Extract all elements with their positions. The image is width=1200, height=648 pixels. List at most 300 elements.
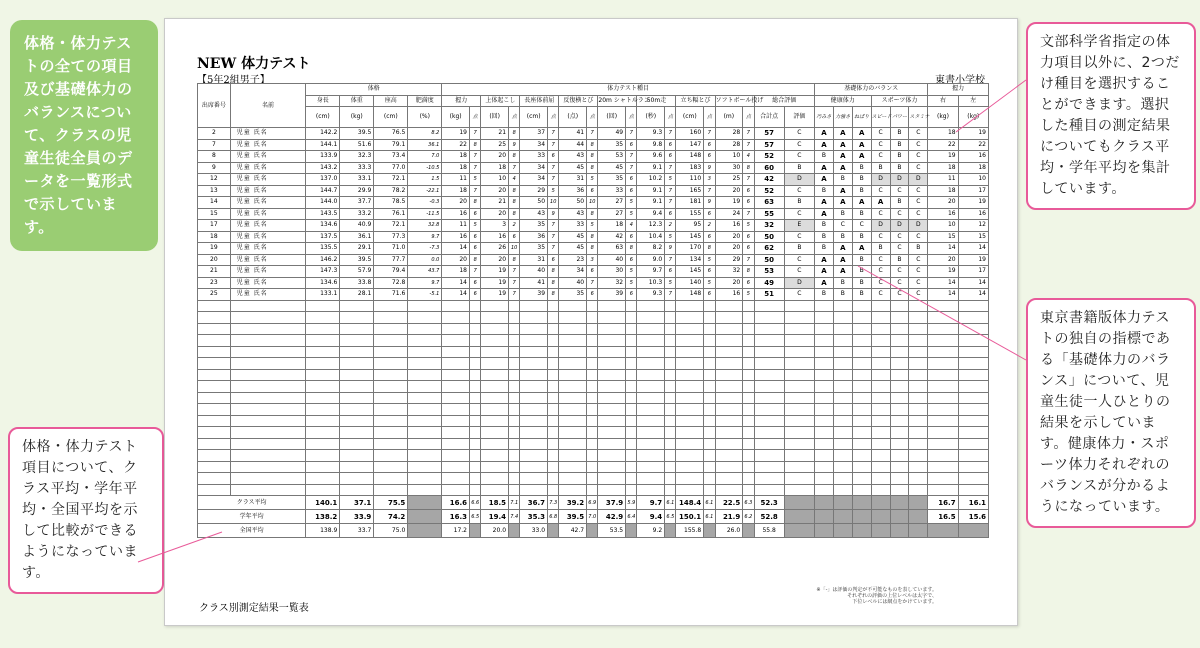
overall-grade: C (784, 231, 814, 243)
test-point: 6 (470, 289, 481, 301)
test-point: 7 (665, 128, 676, 140)
test-value: 9.3 (637, 289, 665, 301)
student-name: 児童 氏名 (230, 289, 306, 301)
balance-grade: C (852, 220, 871, 232)
balance-grade: A (852, 128, 871, 140)
grip-value: 20 (928, 254, 958, 266)
test-point: 6 (626, 185, 637, 197)
test-point: 7 (626, 162, 637, 174)
header-test-item: 握力 (442, 95, 481, 107)
grip-value: 19 (958, 128, 988, 140)
test-point: 10 (587, 197, 598, 209)
balance-grade: B (815, 220, 834, 232)
test-point: 7 (743, 254, 754, 266)
balance-grade: B (890, 197, 909, 209)
test-point: 8 (626, 243, 637, 255)
balance-grade: C (871, 277, 890, 289)
test-value: 12.3 (637, 220, 665, 232)
student-name: 児童 氏名 (230, 197, 306, 209)
average-point: 6.5 (665, 510, 676, 524)
average-body: 74.2 (374, 510, 408, 524)
test-value: 22 (442, 139, 470, 151)
balance-grade: C (909, 185, 928, 197)
test-value: 9.1 (637, 185, 665, 197)
header-unit: (cm) (374, 107, 408, 128)
test-point: 7 (743, 139, 754, 151)
balance-grade: A (833, 254, 852, 266)
test-value: 33 (598, 185, 626, 197)
average-point: 6.1 (704, 510, 715, 524)
test-value: 30 (598, 266, 626, 278)
body-value: 9.7 (408, 231, 442, 243)
header-body-item: 体重 (340, 95, 374, 107)
header-unit: (cm) (520, 107, 548, 128)
total-score: 52 (754, 185, 784, 197)
test-point: 7 (470, 185, 481, 197)
average-point: 6.2 (743, 510, 754, 524)
body-value: 144.1 (306, 139, 340, 151)
test-value: 31 (520, 254, 548, 266)
total-score: 57 (754, 139, 784, 151)
balance-grade: B (852, 185, 871, 197)
student-id: 18 (198, 231, 231, 243)
test-value: 35 (520, 220, 548, 232)
test-value: 37 (520, 128, 548, 140)
average-point: 6.3 (743, 496, 754, 510)
test-point: 7 (470, 266, 481, 278)
body-value: 137.5 (306, 231, 340, 243)
header-health: 健康体力 (815, 95, 872, 107)
grip-value: 14 (928, 289, 958, 301)
test-point: 6 (587, 266, 598, 278)
overall-grade: C (784, 254, 814, 266)
callout-class-data: 体格・体力テストの全ての項目及び基礎体力のバランスについて、クラスの児童生徒全員のデータを一覧形式で示しています。 (10, 20, 158, 251)
header-test-group: 体力テスト種目 (442, 84, 815, 96)
total-score: 50 (754, 231, 784, 243)
test-value: 35 (559, 289, 587, 301)
test-value: 20 (442, 197, 470, 209)
balance-grade: C (909, 128, 928, 140)
callout-averages: 体格・体力テスト項目について、クラス平均・学年平均・全国平均を示して比較ができるようになっています。 (8, 427, 164, 594)
header-body-item: 座高 (374, 95, 408, 107)
header-health-sub: 力強さ (833, 107, 852, 128)
test-point: 6 (626, 231, 637, 243)
test-value: 155 (676, 208, 704, 220)
test-value: 41 (520, 277, 548, 289)
balance-grade: C (909, 151, 928, 163)
test-point: 6 (509, 231, 520, 243)
balance-grade: C (909, 266, 928, 278)
balance-grade: B (871, 162, 890, 174)
test-point: 6 (470, 231, 481, 243)
balance-grade: A (815, 208, 834, 220)
test-point: 8 (509, 128, 520, 140)
test-point: 6 (626, 289, 637, 301)
test-value: 10.2 (637, 174, 665, 186)
test-value: 20 (715, 231, 743, 243)
body-value: 39.5 (340, 254, 374, 266)
grip-value: 11 (928, 174, 958, 186)
test-point: 7 (743, 208, 754, 220)
leader-averages (138, 532, 222, 562)
test-value: 34 (520, 174, 548, 186)
test-value: 34 (520, 139, 548, 151)
test-point: 5 (665, 277, 676, 289)
test-value: 19 (715, 197, 743, 209)
test-value: 20 (481, 185, 509, 197)
test-point: 7 (665, 162, 676, 174)
balance-grade: B (890, 254, 909, 266)
test-point: 8 (548, 289, 559, 301)
test-value: 110 (676, 174, 704, 186)
test-point: 4 (743, 151, 754, 163)
test-point: 7 (509, 266, 520, 278)
average-test: 42.9 (598, 510, 626, 524)
balance-grade: B (890, 128, 909, 140)
grip-value: 17 (958, 266, 988, 278)
test-value: 29 (520, 185, 548, 197)
balance-grade: A (871, 197, 890, 209)
test-value: 19 (481, 277, 509, 289)
test-value: 21 (481, 197, 509, 209)
grip-value: 22 (958, 139, 988, 151)
test-point: 8 (587, 208, 598, 220)
test-point: 5 (626, 208, 637, 220)
student-id: 21 (198, 266, 231, 278)
average-test: 9.2 (637, 524, 665, 538)
body-value: 143.5 (306, 208, 340, 220)
header-body-group: 体格 (306, 84, 442, 96)
average-total: 55.8 (754, 524, 784, 538)
body-value: 7.0 (408, 151, 442, 163)
balance-grade: B (815, 289, 834, 301)
test-point: 7 (548, 162, 559, 174)
overall-grade: D (784, 277, 814, 289)
balance-grade: D (871, 220, 890, 232)
total-score: 50 (754, 254, 784, 266)
test-value: 10 (481, 174, 509, 186)
average-test: 20.0 (481, 524, 509, 538)
grip-value: 20 (928, 197, 958, 209)
test-value: 18 (442, 266, 470, 278)
balance-grade: C (833, 220, 852, 232)
test-value: 42 (598, 231, 626, 243)
header-test-item: 反復横とび (559, 95, 598, 107)
test-point: 4 (509, 174, 520, 186)
header-unit: (点) (559, 107, 587, 128)
header-health-sub: 巧みさ (815, 107, 834, 128)
balance-grade: A (852, 151, 871, 163)
student-name: 児童 氏名 (230, 254, 306, 266)
test-point: 8 (587, 231, 598, 243)
header-grip-item: 右 (928, 95, 958, 107)
test-value: 20 (715, 277, 743, 289)
balance-grade: A (815, 162, 834, 174)
test-value: 14 (442, 277, 470, 289)
grip-value: 18 (928, 185, 958, 197)
student-id: 2 (198, 128, 231, 140)
test-value: 39 (598, 289, 626, 301)
balance-grade: C (890, 277, 909, 289)
test-point: 8 (509, 185, 520, 197)
test-point: 7 (548, 174, 559, 186)
header-unit: (回) (598, 107, 626, 128)
balance-grade: B (909, 243, 928, 255)
header-body-item: 身長 (306, 95, 340, 107)
test-value: 43 (559, 151, 587, 163)
average-point: 5.9 (626, 496, 637, 510)
header-sports-sub: スタミナ (909, 107, 928, 128)
balance-grade: C (890, 289, 909, 301)
header-point: 点 (470, 107, 481, 128)
test-point: 8 (743, 162, 754, 174)
test-point: 6 (626, 254, 637, 266)
body-value: 33.8 (340, 277, 374, 289)
test-value: 19 (442, 128, 470, 140)
total-score: 53 (754, 266, 784, 278)
header-grip-item: 左 (958, 95, 988, 107)
balance-grade: C (890, 243, 909, 255)
test-point: 9 (665, 243, 676, 255)
header-grade: 評価 (784, 107, 814, 128)
balance-grade: B (833, 174, 852, 186)
test-value: 49 (598, 128, 626, 140)
header-unit: (kg) (442, 107, 470, 128)
test-point: 8 (587, 151, 598, 163)
average-body: 37.1 (340, 496, 374, 510)
average-test: 9.4 (637, 510, 665, 524)
average-label: クラス平均 (198, 496, 306, 510)
average-grip: 16.5 (928, 510, 958, 524)
test-value: 41 (559, 128, 587, 140)
test-point: 5 (587, 220, 598, 232)
body-value: 33.2 (340, 208, 374, 220)
body-value: 36.1 (408, 139, 442, 151)
balance-grade: C (871, 231, 890, 243)
test-point: 8 (470, 139, 481, 151)
balance-grade: C (909, 139, 928, 151)
average-body: 75.5 (374, 496, 408, 510)
balance-grade: C (909, 208, 928, 220)
test-value: 35 (598, 174, 626, 186)
student-name: 児童 氏名 (230, 128, 306, 140)
average-point: 7.4 (509, 510, 520, 524)
grip-value: 14 (928, 243, 958, 255)
body-value: 71.0 (374, 243, 408, 255)
balance-grade: A (815, 277, 834, 289)
callout-optional-tests: 文部科学省指定の体力項目以外に、2つだけ種目を選択することができます。選択した種目の測定結果についてもクラス平均・学年平均を集計しています。 (1026, 22, 1196, 210)
average-point: 6.9 (587, 496, 598, 510)
test-value: 170 (676, 243, 704, 255)
header-unit: (m) (715, 107, 743, 128)
balance-grade: A (833, 151, 852, 163)
test-value: 18 (442, 151, 470, 163)
total-score: 62 (754, 243, 784, 255)
callout-balance: 東京書籍版体力テストの独自の指標である「基礎体力のバランス」について、児童生徒一人ひとりの結果を示しています。健康体力・スポーツ体力それぞれのバランスが分かるようになっています。 (1026, 298, 1196, 528)
header-test-item: 50m走 (637, 95, 676, 107)
body-value: 43.7 (408, 266, 442, 278)
body-value: 36.1 (340, 231, 374, 243)
total-score: 60 (754, 162, 784, 174)
test-value: 9.7 (637, 266, 665, 278)
test-value: 140 (676, 277, 704, 289)
body-value: 134.6 (306, 220, 340, 232)
test-point: 5 (704, 277, 715, 289)
test-point: 6 (665, 208, 676, 220)
test-point: 8 (509, 208, 520, 220)
balance-grade: C (909, 197, 928, 209)
header-point: 点 (509, 107, 520, 128)
test-point: 8 (587, 162, 598, 174)
balance-grade: C (871, 254, 890, 266)
overall-grade: D (784, 174, 814, 186)
test-value: 147 (676, 139, 704, 151)
balance-grade: B (815, 243, 834, 255)
test-point: 6 (704, 208, 715, 220)
average-test: 155.8 (676, 524, 704, 538)
test-point: 8 (587, 139, 598, 151)
overall-grade: C (784, 266, 814, 278)
student-id: 8 (198, 151, 231, 163)
test-point: 2 (704, 220, 715, 232)
grip-value: 12 (958, 220, 988, 232)
average-test: 22.5 (715, 496, 743, 510)
test-value: 44 (559, 139, 587, 151)
test-value: 14 (442, 243, 470, 255)
student-id: 14 (198, 197, 231, 209)
test-value: 31 (559, 174, 587, 186)
test-value: 23 (559, 254, 587, 266)
test-value: 21 (481, 128, 509, 140)
balance-grade: C (890, 185, 909, 197)
body-value: 77.0 (374, 162, 408, 174)
header-unit: (cm) (306, 107, 340, 128)
test-point: 5 (704, 254, 715, 266)
test-value: 148 (676, 289, 704, 301)
grip-value: 22 (928, 139, 958, 151)
test-point: 3 (704, 174, 715, 186)
test-value: 148 (676, 151, 704, 163)
total-score: 52 (754, 151, 784, 163)
test-value: 24 (715, 208, 743, 220)
header-test-item: 20m シャトルラン (598, 95, 637, 107)
test-point: 7 (587, 277, 598, 289)
balance-grade: A (833, 243, 852, 255)
test-value: 40 (559, 277, 587, 289)
balance-grade: B (833, 231, 852, 243)
test-value: 40 (520, 266, 548, 278)
test-point: 8 (509, 254, 520, 266)
grip-value: 19 (958, 197, 988, 209)
sheet-title: NEW 体力テスト (197, 56, 311, 72)
test-point: 6 (704, 139, 715, 151)
test-value: 43 (559, 208, 587, 220)
balance-grade: B (852, 254, 871, 266)
balance-grade: A (833, 162, 852, 174)
average-body: 33.7 (340, 524, 374, 538)
balance-grade: C (890, 266, 909, 278)
header-test-item: 上体起こし (481, 95, 520, 107)
body-value: 51.6 (340, 139, 374, 151)
test-value: 43 (520, 208, 548, 220)
balance-grade: A (833, 128, 852, 140)
balance-grade: A (815, 197, 834, 209)
test-point: 6 (743, 243, 754, 255)
total-score: 51 (754, 289, 784, 301)
test-value: 53 (598, 151, 626, 163)
test-value: 63 (598, 243, 626, 255)
body-value: 72.8 (374, 277, 408, 289)
test-point: 5 (470, 174, 481, 186)
average-point: 7.1 (509, 496, 520, 510)
average-test: 18.5 (481, 496, 509, 510)
average-test: 53.5 (598, 524, 626, 538)
test-point: 6 (626, 139, 637, 151)
test-value: 145 (676, 231, 704, 243)
body-value: -0.3 (408, 197, 442, 209)
leader-balance (858, 266, 1026, 360)
body-value: 77.7 (374, 254, 408, 266)
balance-grade: B (852, 162, 871, 174)
body-value: 147.3 (306, 266, 340, 278)
test-value: 19 (481, 289, 509, 301)
balance-grade: B (890, 139, 909, 151)
test-point: 6 (743, 277, 754, 289)
average-test: 26.0 (715, 524, 743, 538)
test-value: 35 (520, 243, 548, 255)
school-name: 東書小学校 (935, 75, 985, 86)
student-name: 児童 氏名 (230, 220, 306, 232)
total-score: 49 (754, 277, 784, 289)
test-point: 7 (548, 243, 559, 255)
balance-grade: A (852, 139, 871, 151)
total-score: 32 (754, 220, 784, 232)
student-name: 児童 氏名 (230, 162, 306, 174)
overall-grade: C (784, 185, 814, 197)
test-value: 145 (676, 266, 704, 278)
average-test: 33.0 (520, 524, 548, 538)
overall-grade: C (784, 139, 814, 151)
test-value: 50 (559, 197, 587, 209)
header-health-sub: ねばり (852, 107, 871, 128)
average-total: 52.8 (754, 510, 784, 524)
average-grip: 16.1 (958, 496, 988, 510)
test-point: 7 (626, 151, 637, 163)
student-id: 15 (198, 208, 231, 220)
test-value: 9.3 (637, 128, 665, 140)
test-point: 5 (626, 197, 637, 209)
header-point: 点 (626, 107, 637, 128)
header-point: 点 (587, 107, 598, 128)
body-value: -7.3 (408, 243, 442, 255)
test-point: 5 (548, 185, 559, 197)
body-value: 32.8 (408, 220, 442, 232)
average-total: 52.3 (754, 496, 784, 510)
grip-value: 19 (958, 254, 988, 266)
header-body-item: 肥満度 (408, 95, 442, 107)
body-value: 72.1 (374, 220, 408, 232)
test-point: 6 (704, 231, 715, 243)
balance-grade: C (909, 289, 928, 301)
test-point: 5 (626, 277, 637, 289)
body-value: 29.9 (340, 185, 374, 197)
test-point: 5 (743, 289, 754, 301)
test-point: 6 (587, 185, 598, 197)
test-value: 16 (442, 231, 470, 243)
test-point: 7 (509, 162, 520, 174)
body-value: 57.9 (340, 266, 374, 278)
test-value: 20 (715, 185, 743, 197)
